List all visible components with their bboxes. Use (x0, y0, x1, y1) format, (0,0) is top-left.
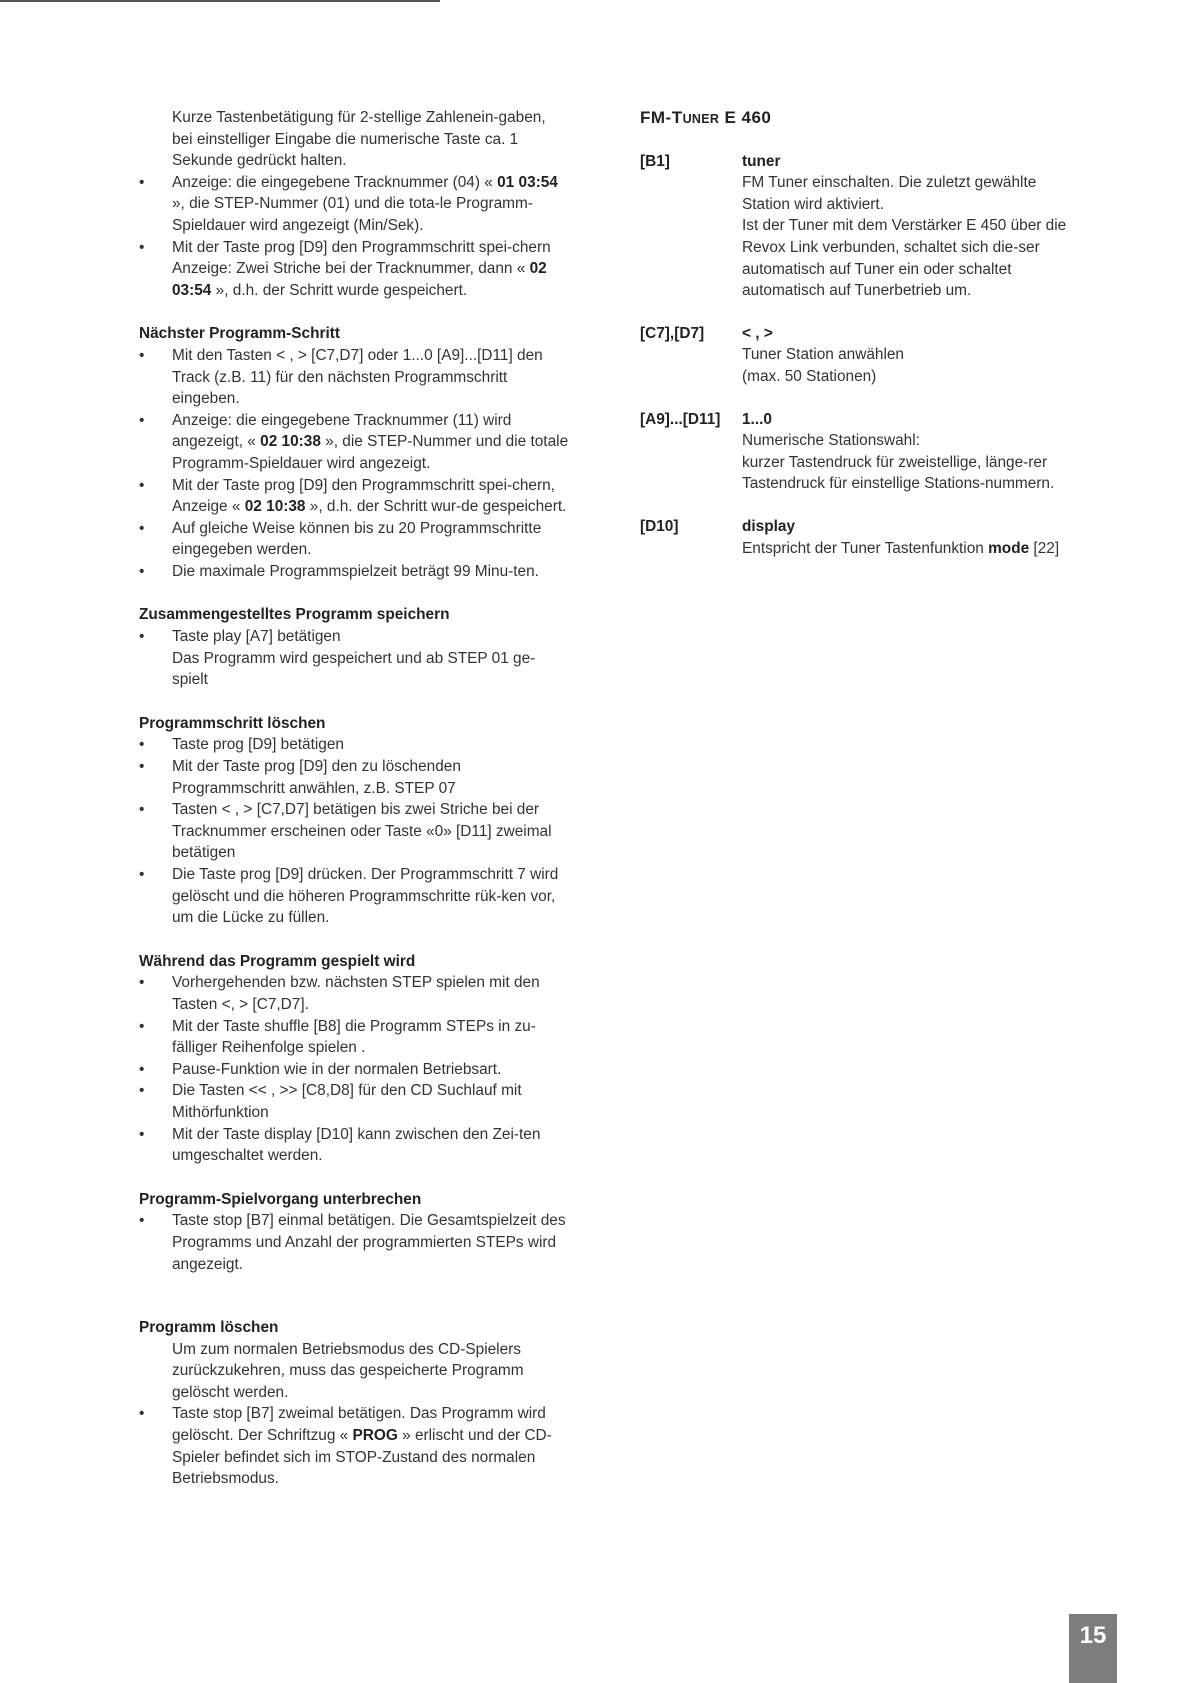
entry-description-2: kurzer Tastendruck für zweistellige, länge-rer Tastendruck für einstellige Stations-nummern. (742, 453, 1055, 493)
item-text: Mit den Tasten < , > [C7,D7] oder 1...0 [A9]...[D11] den Track (z.B. 11) für den nächsten Programmschritt eingeben. (172, 346, 543, 408)
entry-description-2: Ist der Tuner mit dem Verstärker E 450 über die Revox Link verbunden, schaltet sich die-ser automatisch auf Tuner ein oder schaltet automatisch auf Tunerbetrieb um. (742, 217, 1067, 300)
tuner-entry (640, 516, 1080, 559)
item-text: Mit der Taste prog [D9] den Programmschritt spei-chern (172, 238, 551, 256)
item-text-cont: » erlischt und der CD-Spieler befindet sich im STOP-Zustand des normalen Betriebsmodus. (172, 1427, 552, 1488)
item-text: Vorhergehenden bzw. nächsten STEP spielen mit den Tasten <, > [C7,D7]. (172, 974, 540, 1013)
page-number: 15 (1069, 1614, 1117, 1683)
section (139, 604, 569, 690)
entry-button-name: display (742, 517, 796, 535)
item-text: Taste stop [B7] einmal betätigen. Die Gesamtspielzeit des Programms und Anzahl der programmierten STEPs wird angezeigt. (172, 1212, 566, 1273)
display-readout: 02 03:54 (172, 260, 547, 299)
bullet-dot-icon: • (139, 1212, 145, 1230)
section (139, 1317, 569, 1490)
bullet-dot-icon: • (139, 519, 145, 537)
bullet-item (139, 345, 569, 410)
item-text: Um zum normalen Betriebsmodus des CD-Spielers zurückzukehren, muss das gespeicherte Programm gelöscht werden. (172, 1340, 524, 1401)
bullet-item (139, 799, 569, 864)
bullet-dot-icon: • (139, 974, 145, 992)
entry-body (742, 323, 1080, 388)
item-text: Taste prog [D9] betätigen (172, 736, 344, 754)
bullet-dot-icon: • (139, 238, 145, 256)
bullet-item (139, 734, 569, 756)
bullet-dot-icon: • (139, 1017, 145, 1035)
display-readout: 01 03:54 (497, 173, 558, 191)
entry-key-ref: [B1] (640, 152, 670, 170)
item-text: Die Tasten << , >> [C8,D8] für den CD Suchlauf mit Mithörfunktion (172, 1082, 522, 1121)
desc-text: Numerische Stationswahl: (742, 432, 920, 450)
entry-description (742, 430, 1080, 452)
bullet-item (139, 1210, 569, 1275)
intro-block (139, 107, 569, 301)
bullet-item (139, 237, 569, 259)
item-text: Anzeige: die eingegebene Tracknummer (04) « (172, 173, 498, 191)
section-heading: Programm-Spielvorgang unterbrechen (139, 1190, 422, 1208)
bullet-item (139, 172, 569, 237)
bullet-item (139, 864, 569, 929)
bullet-item (139, 756, 569, 799)
bullet-dot-icon: • (139, 411, 145, 429)
display-readout: 02 10:38 (244, 498, 306, 516)
entry-key-ref: [A9]...[D11] (640, 410, 721, 428)
bullet-item (139, 626, 569, 648)
sections-block (139, 323, 569, 1490)
tuner-entry (640, 151, 1080, 302)
bullet-item (139, 410, 569, 475)
bullet-dot-icon: • (139, 801, 145, 819)
section-heading: Zusammengestelltes Programm speichern (139, 606, 450, 624)
item-text-cont: », die STEP-Nummer (01) und die tota-le Programm-Spieldauer wird angezeigt (Min/Sek). (172, 195, 533, 234)
bullet-dot-icon: • (139, 562, 145, 580)
item-text: Taste play [A7] betätigen (172, 628, 341, 646)
bullet-item (139, 972, 569, 1015)
desc-bold: mode (988, 539, 1030, 557)
tuner-entries (640, 151, 1080, 560)
entry-button-name: 1...0 (742, 410, 772, 428)
section-heading: Programmschritt löschen (139, 714, 326, 732)
entry-key-ref: [D10] (640, 517, 679, 535)
bullet-dot-icon: • (139, 1405, 145, 1423)
bullet-dot-icon: • (139, 1060, 145, 1078)
item-text: Pause-Funktion wie in der normalen Betriebsart. (172, 1060, 502, 1078)
bullet-item (139, 1403, 569, 1489)
entry-description (742, 538, 1080, 560)
indented-text (139, 648, 569, 691)
section (139, 323, 569, 582)
entry-description-2: (max. 50 Stationen) (742, 367, 877, 385)
item-text: Taste stop [B7] zweimal betätigen. Das Programm wird gelöscht. Der Schriftzug « (172, 1405, 546, 1445)
indented-text (139, 258, 569, 301)
entry-button-name: < , > (742, 324, 773, 342)
entry-key-ref: [C7],[D7] (640, 324, 705, 342)
entry-description (742, 344, 1080, 366)
bullet-dot-icon: • (139, 1082, 145, 1100)
item-text: Die Taste prog [D9] drücken. Der Programmschritt 7 wird gelöscht und die höheren Programmschritte rük-ken vor, um die Lücke zu füllen. (172, 866, 559, 927)
bullet-dot-icon: • (139, 476, 145, 494)
entry-body (742, 151, 1080, 302)
section-heading: Während das Programm gespielt wird (139, 952, 416, 970)
bullet-dot-icon: • (139, 346, 145, 364)
bullet-item (139, 1124, 569, 1167)
tuner-entry (640, 409, 1080, 495)
section (139, 951, 569, 1167)
desc-text-cont: [22] (1029, 539, 1060, 557)
bullet-dot-icon: • (139, 758, 145, 776)
entry-description (742, 172, 1080, 215)
bullet-item (139, 1016, 569, 1059)
bullet-item (139, 1059, 569, 1081)
section-heading: Nächster Programm-Schritt (139, 325, 340, 343)
desc-text: Tuner Station anwählen (742, 346, 904, 364)
entry-button-name: tuner (742, 152, 781, 170)
right-column (640, 107, 1080, 580)
section-heading: Programm löschen (139, 1319, 279, 1337)
item-text: Das Programm wird gespeichert und ab STEP 01 ge-spielt (172, 649, 536, 689)
item-text: Anzeige: die eingegebene Tracknummer (11) wird angezeigt, « (172, 411, 512, 451)
item-text: Mit der Taste prog [D9] den zu löschenden Programmschritt anwählen, z.B. STEP 07 (172, 758, 461, 797)
bullet-item (139, 475, 569, 518)
item-text: Kurze Tastenbetätigung für 2-stellige Zahlenein-gaben, bei einstelliger Eingabe die numerische Taste ca. 1 Sekunde gedrückt halten. (172, 109, 546, 170)
item-text: Auf gleiche Weise können bis zu 20 Programmschritte eingegeben werden. (172, 519, 542, 559)
tuner-entry (640, 323, 1080, 388)
bullet-dot-icon: • (139, 628, 145, 646)
bullet-dot-icon: • (139, 736, 145, 754)
bullet-item (139, 1080, 569, 1123)
item-text-cont: », die STEP-Nummer und die totale Programm-Spieldauer wird angezeigt. (172, 433, 569, 472)
item-text: Mit der Taste shuffle [B8] die Programm STEPs in zu-fälliger Reihenfolge spielen . (172, 1017, 536, 1057)
item-text: Anzeige: Zwei Striche bei der Tracknummer, dann « (172, 260, 530, 278)
bullet-item (139, 561, 569, 583)
display-readout: 02 10:38 (260, 433, 321, 451)
item-text: Mit der Taste prog [D9] den Programmschritt spei-chern, Anzeige « (172, 476, 555, 516)
entry-body (742, 409, 1080, 495)
item-text-cont: », d.h. der Schritt wur-de gespeichert. (305, 498, 567, 516)
desc-text: Entspricht der Tuner Tastenfunktion (742, 539, 989, 557)
section (139, 1189, 569, 1275)
section (139, 713, 569, 929)
left-column (139, 107, 569, 1490)
bullet-dot-icon: • (139, 173, 145, 191)
display-readout: PROG (352, 1427, 398, 1445)
entry-body (742, 516, 1080, 559)
bullet-dot-icon: • (139, 866, 145, 883)
item-text: Die maximale Programmspielzeit beträgt 99 Minu-ten. (172, 562, 539, 580)
item-text-cont: », d.h. der Schritt wurde gespeichert. (211, 281, 468, 299)
indented-text (139, 1339, 569, 1404)
desc-text: FM Tuner einschalten. Die zuletzt gewählte Station wird aktiviert. (742, 174, 1037, 213)
item-text: Tasten < , > [C7,D7] betätigen bis zwei Striche bei der Tracknummer erscheinen oder Taste «0» [D11] zweimal betätigen (172, 801, 552, 862)
item-text: Mit der Taste display [D10] kann zwischen den Zei-ten umgeschaltet werden. (172, 1125, 541, 1165)
bullet-item (139, 518, 569, 561)
top-rule (0, 0, 440, 2)
bullet-dot-icon: • (139, 1125, 145, 1143)
indented-text (139, 107, 569, 172)
section-title-fm-tuner: FM-TUNER E 460 (640, 108, 772, 127)
